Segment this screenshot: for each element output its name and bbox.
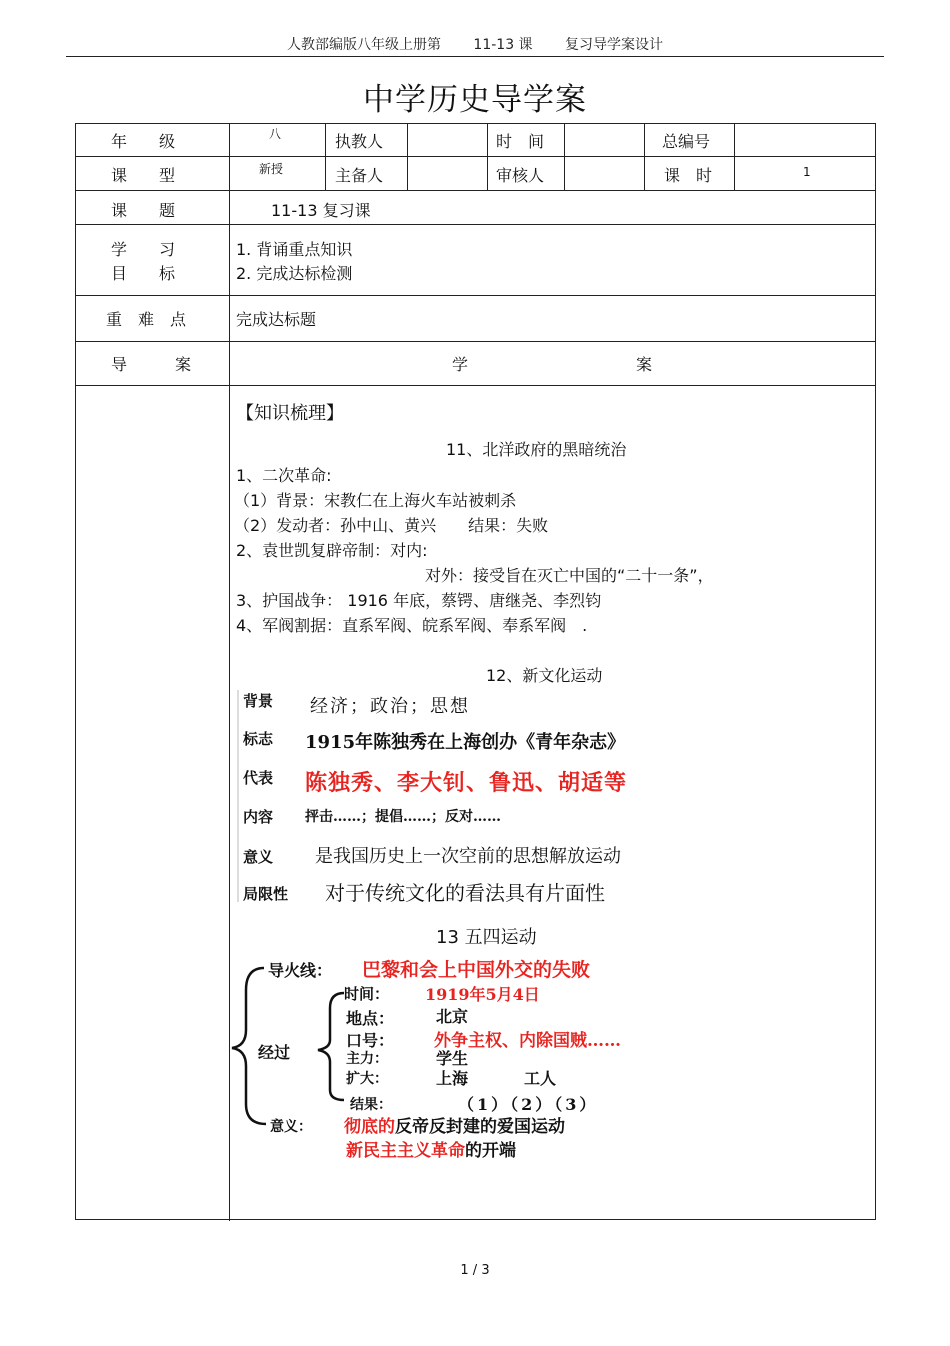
grade-label: 年 级 [111, 132, 176, 151]
bg-label: 背景 [243, 692, 274, 710]
time-text: 1919年5月4日 [425, 985, 540, 1004]
meaning-label: 意义 [243, 848, 274, 866]
bg-text: 经济；政治；思想 [310, 696, 470, 717]
meaning-line-2 [346, 1136, 516, 1161]
lesson-11-line: 对外：接受旨在灭亡中国的“二十一条”， [425, 566, 714, 585]
page-number: 1 / 3 [460, 1263, 490, 1278]
meaning-black-1: 反帝反封建的爱国运动 [395, 1117, 565, 1137]
process-label: 经过 [258, 1043, 291, 1062]
meaning-label: 意义： [270, 1119, 312, 1135]
meaning-black-2: 的开端 [465, 1141, 516, 1161]
topic-value: 11-13 复习课 [271, 201, 371, 220]
document-title: 中学历史导学案 [363, 82, 587, 118]
lesson-11-line: 1、二次革命: [236, 466, 332, 485]
header-topic: 复习导学案设计 [565, 37, 664, 53]
type-label: 课 型 [111, 166, 176, 185]
goal-item: 2. 完成达标检测 [236, 264, 353, 283]
hours-value: 1 [803, 165, 811, 179]
content-label: 内容 [243, 808, 274, 826]
expand-label: 扩大： [346, 1071, 388, 1087]
lesson-11-line: 4、军阀割据：直系军阀、皖系军阀、奉系军阀 . [236, 616, 588, 635]
lesson-11-line: 3、护国战争： 1916 年底，蔡锷、唐继尧、李烈钧 [236, 591, 602, 610]
goals-label-1: 学 习 [111, 240, 176, 259]
header-lesson: 11-13 课 [473, 37, 533, 53]
meaning-red-1: 彻底的 [344, 1117, 395, 1137]
result-label: 结果： [350, 1097, 392, 1113]
fuse-text: 巴黎和会上中国外交的失败 [362, 959, 591, 981]
time-label: 时间： [344, 985, 390, 1003]
main-label: 主力： [346, 1051, 388, 1067]
teacher-label: 执教人 [335, 132, 384, 151]
limit-text: 对于传统文化的看法具有片面性 [325, 881, 605, 905]
study-label: 案 [636, 355, 653, 374]
type-value: 新授 [259, 162, 284, 176]
goals-label-2: 目 标 [111, 264, 176, 283]
goal-item: 1. 背诵重点知识 [236, 240, 353, 259]
limit-label: 局限性 [243, 885, 289, 903]
meaning-line-1 [344, 1112, 565, 1137]
guide-label: 导 案 [111, 355, 192, 374]
place-label: 地点： [346, 1009, 395, 1028]
header-book: 人教部编版八年级上册第 [286, 37, 441, 53]
main-text: 学生 [436, 1049, 469, 1068]
grade-value: 八 [269, 127, 282, 141]
serial-label: 总编号 [662, 132, 711, 151]
meaning-text: 是我国历史上一次空前的思想解放运动 [315, 846, 621, 867]
keypoint-label: 重 难 点 [106, 310, 187, 329]
section-heading: 【知识梳理】 [236, 403, 344, 424]
hours-label: 课 时 [664, 166, 713, 185]
lesson-12-title: 12、新文化运动 [486, 666, 603, 685]
fuse-label: 导火线： [268, 961, 333, 980]
keypoint-value: 完成达标题 [236, 310, 317, 329]
result-text: （1）（2）（3） [458, 1095, 599, 1114]
rep-label: 代表 [243, 769, 274, 787]
preparer-label: 主备人 [335, 166, 384, 185]
place-text: 北京 [436, 1007, 469, 1026]
lesson-11-line: （2）发动者：孙中山、黄兴 结果：失败 [234, 516, 549, 535]
lesson-13-title: 13 五四运动 [436, 927, 537, 948]
sign-text: 1915年陈独秀在上海创办《青年杂志》 [305, 732, 626, 753]
study-label: 学 [452, 355, 469, 374]
lesson-11-line: 2、袁世凯复辟帝制：对内: [236, 541, 428, 560]
sign-label: 标志 [243, 730, 274, 748]
topic-label: 课 题 [111, 201, 176, 220]
lesson-11-line: （1）背景：宋教仁在上海火车站被刺杀 [234, 491, 517, 510]
lesson-11-title: 11、北洋政府的黑暗统治 [446, 440, 627, 459]
expand-text-1: 上海 [436, 1069, 469, 1088]
reviewer-label: 审核人 [496, 166, 545, 185]
slogan-text: 外争主权、内除国贼…… [434, 1031, 621, 1051]
expand-text-2: 工人 [524, 1069, 557, 1088]
rep-text: 陈独秀、李大钊、鲁迅、胡适等 [305, 770, 628, 796]
time-label: 时 间 [496, 132, 545, 151]
meaning-red-2: 新民主主义革命 [346, 1141, 465, 1161]
slogan-label: 口号： [346, 1031, 395, 1050]
content-text: 抨击……；提倡……；反对…… [305, 809, 501, 825]
